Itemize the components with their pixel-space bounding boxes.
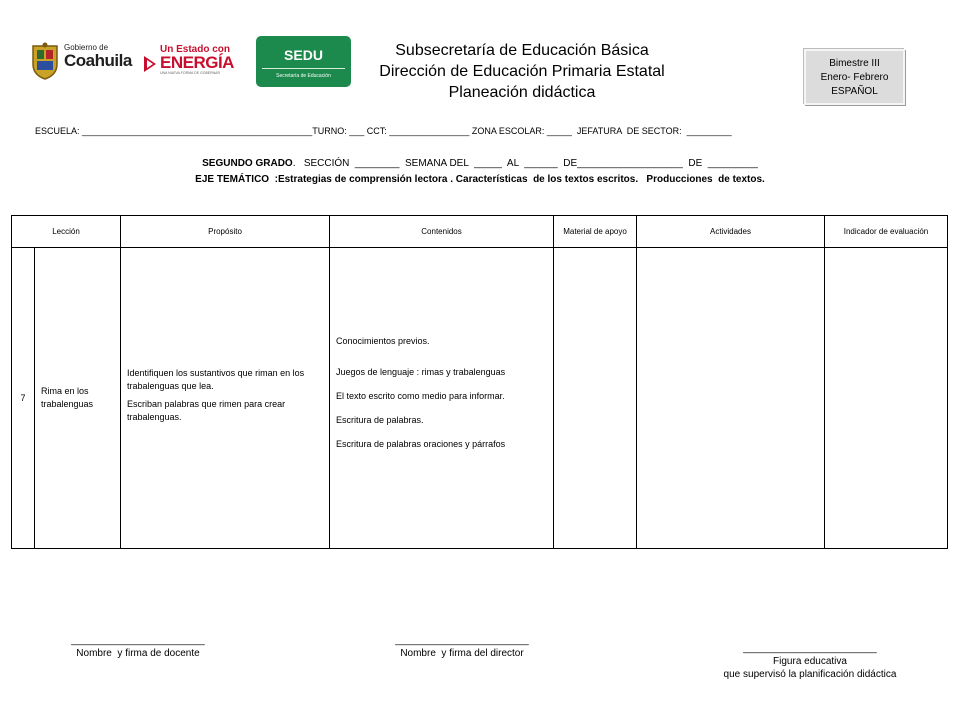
contenidos-cell bbox=[330, 248, 554, 549]
header-indicador: Indicador de evaluación bbox=[825, 216, 948, 248]
signature-figura bbox=[690, 642, 930, 681]
coahuila-logo bbox=[30, 42, 130, 80]
proposito-cell bbox=[121, 248, 330, 549]
signature-director bbox=[382, 634, 542, 660]
leccion-title: Rima en los trabalenguas bbox=[35, 248, 121, 549]
bimestre-line-2: Enero- Febrero bbox=[820, 72, 889, 83]
header-line-3: Planeación didáctica bbox=[448, 84, 596, 101]
grado-details: . SECCIÓN ________ SEMANA DEL _____ AL ______ DE___________________ DE _________ bbox=[292, 158, 758, 169]
header-leccion: Lección bbox=[12, 216, 121, 248]
header-actividades: Actividades bbox=[637, 216, 825, 248]
proposito-item: Identifiquen los sustantivos que riman en los trabalenguas que lea. bbox=[127, 368, 305, 391]
contenido-item: Escritura de palabras. bbox=[336, 414, 424, 425]
sedu-logo-divider bbox=[262, 68, 345, 69]
energia-logo-tagline: UNA NUEVA FORMA DE GOBERNAR bbox=[160, 71, 221, 75]
coahuila-crest-icon bbox=[30, 42, 60, 80]
leccion-number: 7 bbox=[12, 248, 35, 549]
contenido-item: El texto escrito como medio para informar. bbox=[336, 390, 505, 401]
energia-logo-line1: Un Estado con bbox=[160, 44, 231, 55]
contenido-item: Juegos de lenguaje : rimas y trabalenguas bbox=[336, 366, 506, 377]
signature-line: ________________________ bbox=[71, 635, 205, 646]
contenido-item: Conocimientos previos. bbox=[336, 335, 430, 346]
signature-director-label: Nombre y firma del director bbox=[400, 648, 524, 659]
signature-figura-label-2: que supervisó la planificación didáctica bbox=[723, 669, 897, 680]
header-line-1: Subsecretaría de Educación Básica bbox=[395, 42, 649, 59]
energia-logo bbox=[142, 44, 234, 78]
header-line-2: Dirección de Educación Primaria Estatal bbox=[379, 63, 665, 80]
signature-docente bbox=[58, 634, 218, 660]
bimestre-line-3: ESPAÑOL bbox=[831, 86, 878, 97]
grado-label: SEGUNDO GRADO bbox=[202, 158, 293, 169]
signature-figura-label-1: Figura educativa bbox=[773, 656, 847, 667]
header-proposito: Propósito bbox=[121, 216, 330, 248]
energia-logo-line2: ENERGÍA bbox=[160, 53, 234, 72]
table-header-row bbox=[12, 216, 948, 248]
header-material: Material de apoyo bbox=[554, 216, 637, 248]
bimestre-line-1: Bimestre III bbox=[829, 58, 880, 69]
sedu-logo bbox=[256, 36, 351, 87]
header-titles bbox=[352, 40, 692, 103]
contenido-item: Escritura de palabras oraciones y párrafos bbox=[336, 438, 506, 449]
coahuila-logo-line2: Coahuila bbox=[64, 51, 132, 70]
actividades-cell[interactable] bbox=[637, 248, 825, 549]
proposito-item: Escriban palabras que rimen para crear trabalenguas. bbox=[127, 399, 286, 422]
indicador-cell[interactable] bbox=[825, 248, 948, 549]
material-cell[interactable] bbox=[554, 248, 637, 549]
eje-tematico-line: EJE TEMÁTICO :Estrategias de comprensión lectora . Características de los textos escritos. Producciones de textos. bbox=[195, 174, 765, 185]
header-contenidos: Contenidos bbox=[330, 216, 554, 248]
sedu-logo-subtitle: Secretaría de Educación bbox=[276, 73, 331, 79]
signature-docente-label: Nombre y firma de docente bbox=[76, 648, 200, 659]
escuela-line: ESCUELA: ______________________________________________TURNO: ___ CCT: ________________ ZONA ESCOLAR: _____ JEFATURA DE SECTOR: _________ bbox=[35, 126, 732, 136]
coahuila-logo-line1: Gobierno de bbox=[64, 43, 109, 52]
signature-line: ________________________ bbox=[395, 635, 529, 646]
table-row bbox=[12, 248, 948, 549]
signature-line: ________________________ bbox=[743, 643, 877, 654]
sedu-logo-name: SEDU bbox=[284, 47, 323, 63]
energia-symbol-icon bbox=[142, 54, 158, 74]
planeacion-table bbox=[11, 215, 948, 549]
grado-line bbox=[0, 158, 960, 169]
bimestre-box bbox=[804, 49, 905, 105]
